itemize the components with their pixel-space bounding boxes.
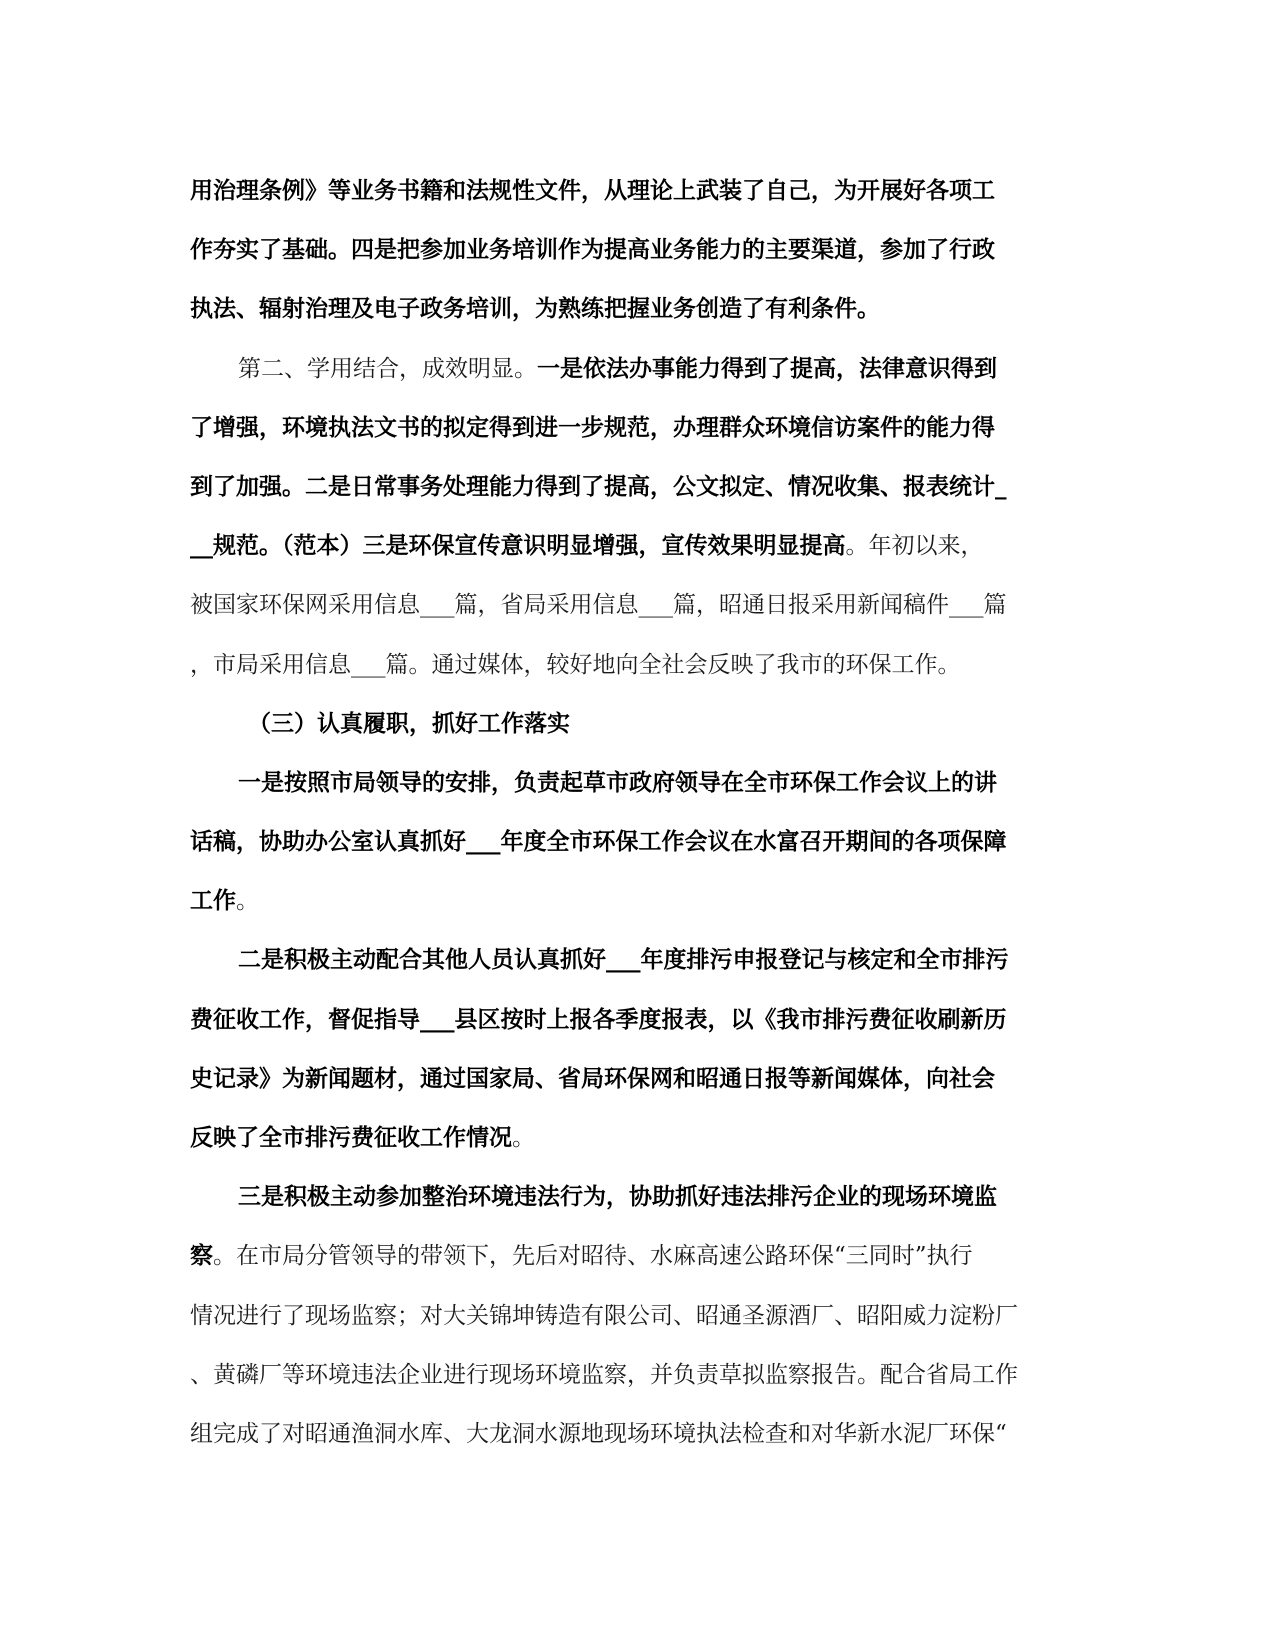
text-run: 被国家环保网采用信息___篇，省局采用信息___篇，昭通日报采用新闻稿件___篇 <box>190 592 1007 619</box>
text-run: __规范。（范本）三是环保宣传意识明显增强，宣传效果明显提高 <box>190 533 846 560</box>
text-run: 三是积极主动参加整治环境违法行为，协助抓好违法排污企业的现场环境监 <box>238 1184 997 1211</box>
text-run: 工作 <box>190 888 236 915</box>
section-heading <box>190 695 1086 754</box>
text-run: 作夯实了基础。四是把参加业务培训作为提高业务能力的主要渠道，参加了行政 <box>190 237 995 264</box>
text-run: 情况进行了现场监察；对大关锦坤铸造有限公司、昭通圣源酒厂、昭阳威力淀粉厂 <box>190 1302 1018 1329</box>
text-run: 察 <box>190 1243 213 1270</box>
text-line <box>190 517 1086 576</box>
text-line <box>190 576 1086 635</box>
text-run: 二是积极主动配合其他人员认真抓好___年度排污申报登记与核定和全市排污 <box>238 947 1009 974</box>
text-line <box>190 1346 1086 1405</box>
text-run: 一是依法办事能力得到了提高，法律意识得到 <box>537 355 997 382</box>
text-line <box>190 399 1086 458</box>
text-run: 。在市局分管领导的带领下，先后对昭待、水麻高速公路环保“三同时”执行 <box>213 1243 973 1270</box>
text-line <box>190 162 1086 221</box>
text-line <box>190 813 1086 872</box>
text-line <box>190 280 1086 339</box>
text-line <box>190 1168 1086 1227</box>
text-run: 史记录》为新闻题材，通过国家局、省局环保网和昭通日报等新闻媒体，向社会 <box>190 1065 995 1092</box>
document-page <box>190 162 1086 1464</box>
text-line <box>190 1050 1086 1109</box>
text-line <box>190 1287 1086 1346</box>
text-line <box>190 931 1086 990</box>
text-line <box>190 1109 1086 1168</box>
text-run: 组完成了对昭通渔洞水库、大龙洞水源地现场环境执法检查和对华新水泥厂环保“ <box>190 1420 1007 1447</box>
text-line <box>190 221 1086 280</box>
text-run: 话稿，协助办公室认真抓好___年度全市环保工作会议在水富召开期间的各项保障 <box>190 829 1007 856</box>
text-run: （三）认真履职，抓好工作落实 <box>248 710 570 737</box>
text-run: 了增强，环境执法文书的拟定得到进一步规范，办理群众环境信访案件的能力得 <box>190 414 995 441</box>
text-run: 一是按照市局领导的安排，负责起草市政府领导在全市环保工作会议上的讲 <box>238 769 997 796</box>
text-run: 。 <box>236 888 259 915</box>
text-run: 、黄磷厂等环境违法企业进行现场环境监察，并负责草拟监察报告。配合省局工作 <box>190 1361 1018 1388</box>
text-run: 到了加强。二是日常事务处理能力得到了提高，公文拟定、情况收集、报表统计_ <box>190 473 1007 500</box>
text-run: 费征收工作，督促指导___县区按时上报各季度报表，以《我市排污费征收刷新历 <box>190 1006 1007 1033</box>
text-line <box>190 754 1086 813</box>
text-line <box>190 1405 1086 1464</box>
text-line <box>190 1227 1086 1286</box>
text-run: 执法、辐射治理及电子政务培训，为熟练把握业务创造了有利条件。 <box>190 296 880 323</box>
text-run: 用治理条例》等业务书籍和法规性文件，从理论上武装了自己，为开展好各项工 <box>190 178 995 204</box>
text-run: ，市局采用信息___篇。通过媒体，较好地向全社会反映了我市的环保工作。 <box>190 651 961 678</box>
text-line <box>190 872 1086 931</box>
text-line <box>190 636 1086 695</box>
text-line <box>190 458 1086 517</box>
text-run: 。 <box>512 1125 535 1151</box>
text-run: 第二、学用结合，成效明显。 <box>238 355 537 382</box>
text-line <box>190 991 1086 1050</box>
text-run: 。年初以来， <box>845 533 984 560</box>
text-run: 反映了全市排污费征收工作情况 <box>190 1125 512 1151</box>
text-line <box>190 340 1086 399</box>
